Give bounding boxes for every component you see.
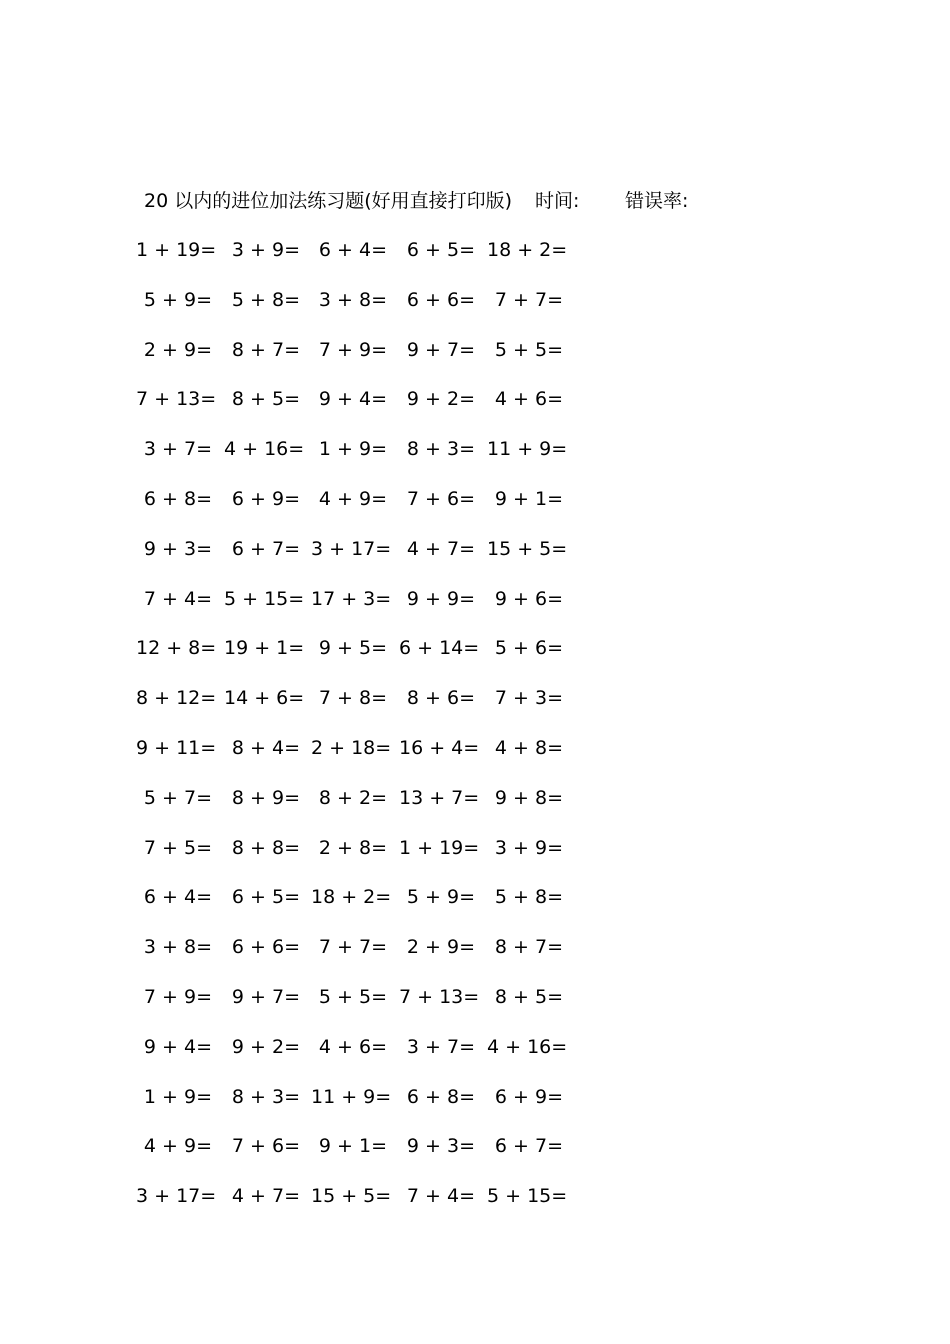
addition-problem: 5 + 9= [406,886,475,909]
addition-problem: 7 + 13= [136,388,217,411]
addition-problem: 1 + 9= [143,1085,212,1108]
addition-problem: 7 + 8= [318,687,387,710]
addition-problem: 7 + 5= [143,836,212,859]
addition-problem: 6 + 7= [231,537,300,560]
problem-row [136,734,604,762]
problem-row [144,1132,604,1160]
addition-problem: 8 + 6= [406,687,475,710]
addition-problem: 9 + 1= [318,1135,387,1158]
addition-problem: 11 + 9= [487,438,568,461]
addition-problem: 4 + 7= [231,1185,300,1208]
problem-row [144,883,604,911]
addition-problem: 6 + 7= [494,1135,563,1158]
addition-problem: 5 + 7= [143,786,212,809]
problem-row [136,385,604,413]
worksheet-title: 20 以内的进位加法练习题(好用直接打印版) [144,190,513,212]
addition-problem: 1 + 19= [399,836,480,859]
addition-problem: 2 + 9= [143,338,212,361]
addition-problem: 9 + 3= [143,537,212,560]
addition-problem: 7 + 13= [399,986,480,1008]
addition-problem: 8 + 2= [318,786,387,809]
addition-problem: 5 + 6= [494,637,563,660]
addition-problem: 4 + 16= [224,438,305,461]
addition-problem: 1 + 19= [136,239,217,261]
addition-problem: 5 + 9= [143,288,212,311]
addition-problem: 7 + 7= [494,288,563,311]
addition-problem: 5 + 8= [231,288,300,311]
addition-problem: 11 + 9= [311,1085,392,1108]
addition-problem: 8 + 3= [231,1085,300,1108]
problem-row [144,1083,604,1111]
addition-problem: 15 + 5= [311,1185,392,1208]
addition-problem: 9 + 4= [143,1035,212,1058]
addition-problem: 9 + 11= [136,737,217,759]
addition-problem: 9 + 2= [231,1035,300,1058]
addition-problem: 8 + 4= [231,737,300,759]
addition-problem: 3 + 8= [143,936,212,959]
addition-problem: 8 + 7= [494,936,563,959]
addition-problem: 14 + 6= [224,687,305,710]
addition-problem: 4 + 16= [487,1035,568,1058]
addition-problem: 6 + 6= [406,288,475,311]
addition-problem: 9 + 3= [406,1135,475,1158]
addition-problem: 8 + 5= [231,388,300,411]
problem-row [144,1033,604,1061]
addition-problem: 8 + 7= [231,338,300,361]
addition-problem: 5 + 5= [494,338,563,361]
addition-problem: 4 + 9= [143,1135,212,1158]
addition-problem: 2 + 8= [318,836,387,859]
addition-problem: 9 + 8= [494,786,563,809]
addition-problem: 6 + 8= [143,488,212,510]
addition-problem: 4 + 8= [494,737,563,759]
problem-row [144,933,604,961]
addition-problem: 6 + 5= [406,239,475,261]
addition-problem: 6 + 5= [231,886,300,909]
addition-problem: 3 + 7= [406,1035,475,1058]
addition-problem: 4 + 7= [406,537,475,560]
addition-problem: 4 + 6= [494,388,563,411]
addition-problem: 8 + 3= [406,438,475,461]
problem-row [144,983,604,1011]
addition-problem: 6 + 8= [406,1085,475,1108]
addition-problem: 2 + 18= [311,737,392,759]
addition-problem: 1 + 9= [318,438,387,461]
addition-problem: 7 + 7= [318,936,387,959]
addition-problem: 7 + 3= [494,687,563,710]
addition-problem: 2 + 9= [406,936,475,959]
time-label: 时间: [535,190,580,212]
addition-problem: 7 + 6= [231,1135,300,1158]
addition-problem: 6 + 9= [494,1085,563,1108]
addition-problem: 3 + 9= [494,836,563,859]
addition-problem: 9 + 7= [231,986,300,1008]
addition-problem: 8 + 8= [231,836,300,859]
problem-row [144,435,604,463]
problem-row [136,1182,604,1210]
addition-problem: 8 + 9= [231,786,300,809]
addition-problem: 5 + 8= [494,886,563,909]
addition-problem: 16 + 4= [399,737,480,759]
addition-problem: 18 + 2= [487,239,568,261]
error-rate-label: 错误率: [625,190,689,212]
addition-problem: 15 + 5= [487,537,568,560]
addition-problem: 3 + 8= [318,288,387,311]
addition-problem: 6 + 4= [318,239,387,261]
addition-problem: 5 + 15= [224,587,305,610]
addition-problem: 6 + 14= [399,637,480,660]
addition-problem: 7 + 9= [143,986,212,1008]
addition-problem: 3 + 17= [136,1185,217,1208]
addition-problem: 5 + 15= [487,1185,568,1208]
addition-problem: 8 + 12= [136,687,217,710]
problem-row [136,634,604,662]
addition-problem: 9 + 7= [406,338,475,361]
addition-problem: 6 + 4= [143,886,212,909]
addition-problem: 3 + 7= [143,438,212,461]
addition-problem: 6 + 9= [231,488,300,510]
addition-problem: 4 + 9= [318,488,387,510]
addition-problem: 9 + 6= [494,587,563,610]
addition-problem: 9 + 4= [318,388,387,411]
problem-row [144,535,604,563]
addition-problem: 7 + 4= [143,587,212,610]
problem-row [136,684,604,712]
addition-problem: 19 + 1= [224,637,305,660]
addition-problem: 18 + 2= [311,886,392,909]
addition-problem: 9 + 1= [494,488,563,510]
problem-row [144,834,604,862]
addition-problem: 7 + 4= [406,1185,475,1208]
addition-problem: 13 + 7= [399,786,480,809]
problem-row [144,286,604,314]
problem-row [144,485,604,513]
addition-problem: 9 + 9= [406,587,475,610]
addition-problem: 5 + 5= [318,986,387,1008]
problem-row [144,336,604,364]
addition-problem: 3 + 17= [311,537,392,560]
addition-problem: 4 + 6= [318,1035,387,1058]
addition-problem: 7 + 6= [406,488,475,510]
addition-problem: 6 + 6= [231,936,300,959]
addition-problem: 17 + 3= [311,587,392,610]
addition-problem: 8 + 5= [494,986,563,1008]
problem-row [136,236,604,264]
addition-problem: 7 + 9= [318,338,387,361]
problem-row [144,585,604,613]
addition-problem: 9 + 2= [406,388,475,411]
addition-problem: 3 + 9= [231,239,300,261]
addition-problem: 9 + 5= [318,637,387,660]
addition-problem: 12 + 8= [136,637,217,660]
problem-row [144,784,604,812]
